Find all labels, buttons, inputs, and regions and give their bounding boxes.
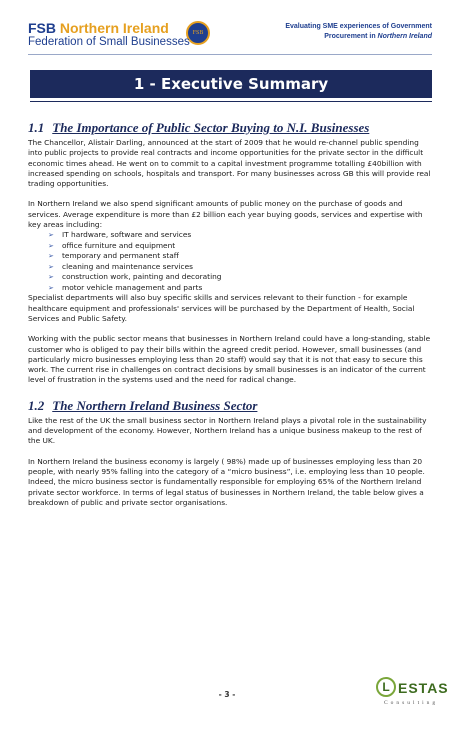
banner-divider xyxy=(30,101,432,102)
section-heading-1-1: 1.1 The Importance of Public Sector Buying to N.I. Businesses xyxy=(28,120,370,135)
list-item: ➢ motor vehicle management and parts xyxy=(48,282,203,292)
bullet-arrow-icon: ➢ xyxy=(48,262,54,271)
header-divider xyxy=(28,54,432,55)
list-item: ➢ temporary and permanent staff xyxy=(48,251,179,261)
list-item: ➢ construction work, painting and decorating xyxy=(48,272,222,282)
main-content xyxy=(28,120,434,508)
bullet-arrow-icon: ➢ xyxy=(48,231,54,240)
paragraph: Like the rest of the UK the small business sector in Northern Ireland plays a pivotal role in the sustainability and development of the economy. However, Northern Ireland has a unique business makeup to the rest of the UK. xyxy=(28,415,427,446)
paragraph: Specialist departments will also buy specific skills and services relevant to their function - for example healthcare equipment and professionals' services will be purchased by the Department of Health, Social Services and Public Safety. xyxy=(28,293,415,323)
fsb-logo-title: FSB Northern Ireland xyxy=(28,20,169,36)
chapter-banner: 1 - Executive Summary xyxy=(30,70,432,98)
paragraph: The Chancellor, Alistair Darling, announced at the start of 2009 that he would re-channel public spending into public projects to provide real contracts and income opportunities for the private sector in the difficult economic times ahead. He went on to commit to a capital investment programme totalling £40billion with increased spending on schools, hospitals and transport. For many businesses across GB this will provide real trading opportunities. xyxy=(28,138,431,189)
list-item: ➢ office furniture and equipment xyxy=(48,240,176,250)
section-heading-1-2: 1.2 The Northern Ireland Business Sector xyxy=(28,397,258,413)
lestas-ring-icon: L xyxy=(376,677,396,697)
page-header xyxy=(28,20,432,52)
paragraph: Working with the public sector means that businesses in Northern Ireland could have a long-standing, stable customer who is obliged to pay their bills within the agreed credit period. However, small businesses (and particularly micro businesses employing less than 20 staff) would say that it is not that easy to secure this work. The current rise in challenges on contract decisions by small businesses is an indicator of the current level of frustration in the systems used and the need for radical change. xyxy=(28,334,431,385)
list-item: ➢ cleaning and maintenance services xyxy=(48,261,193,271)
bullet-arrow-icon: ➢ xyxy=(48,273,54,282)
key-areas-list xyxy=(28,230,434,293)
lestas-subtitle: Consulting xyxy=(384,700,439,706)
bullet-arrow-icon: ➢ xyxy=(48,283,54,292)
bullet-arrow-icon: ➢ xyxy=(48,252,54,261)
fsb-logo-subtitle: Federation of Small Businesses xyxy=(28,36,190,48)
page-number: - 3 - xyxy=(218,690,236,699)
paragraph: In Northern Ireland we also spend significant amounts of public money on the purchase of goods and services. Average expenditure is more than £2 billion each year buying goods, services and expertise with key areas including: xyxy=(28,199,423,230)
document-title: Evaluating SME experiences of Government Procurement in Northern Ireland xyxy=(285,23,432,40)
paragraph: In Northern Ireland the business economy is largely ( 98%) made up of businesses employing less than 20 people, with nearly 95% falling into the category of a “micro business”, i.e. employing less than 10 people. Indeed, the micro business sector is fundamentally responsible for employing 65% of the Northern Ireland private sector workforce. In terms of legal status of businesses in Northern Ireland, the table below gives a breakdown of public and private sector organisations. xyxy=(28,456,425,507)
bullet-arrow-icon: ➢ xyxy=(48,241,54,250)
lestas-logo xyxy=(376,677,449,713)
list-item: ➢ IT hardware, software and services xyxy=(48,230,192,240)
lestas-wordmark: ESTAS xyxy=(398,680,449,696)
fsb-crest-icon: FSB xyxy=(186,21,210,45)
